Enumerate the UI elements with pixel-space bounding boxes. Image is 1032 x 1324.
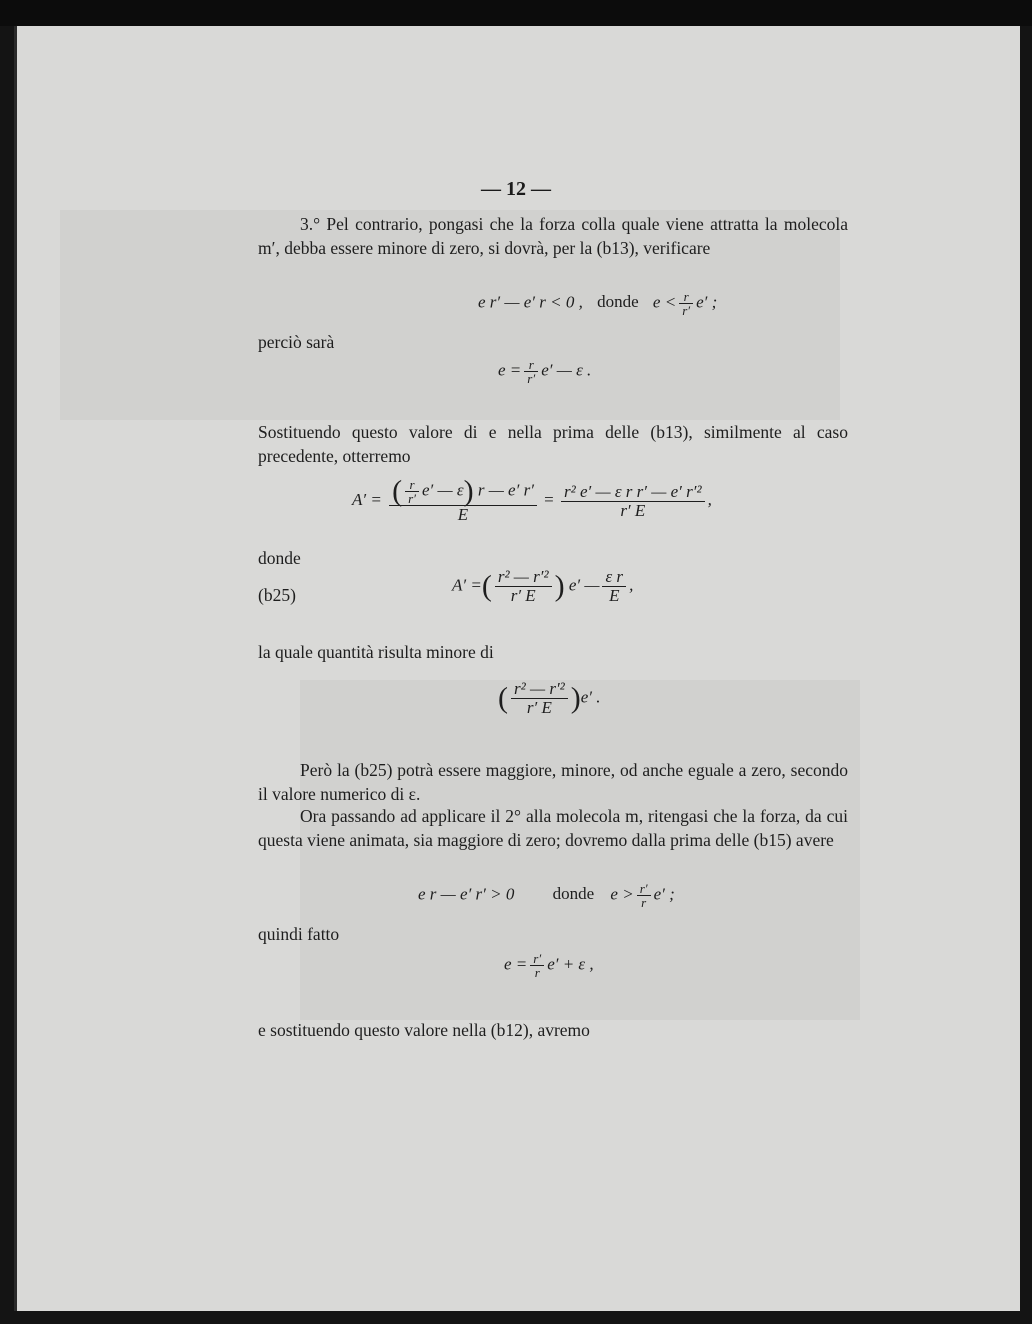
equation-3: A′ = ( $\frac{r}{r'}$ e′ — ε) r — e′ r′ E = $\frac{\text{r² e′ — ε r r′ — e′ r′²}}{r' E}$ , bbox=[352, 474, 712, 524]
donde: donde bbox=[258, 548, 301, 568]
paragraph-1: 3.° Pel contrario, pongasi che la forza colla quale viene attratta la molecola m′, debba essere minore di zero, si dovrà, per la (b13), verificare bbox=[258, 214, 848, 258]
quindi-fatto: quindi fatto bbox=[258, 924, 340, 944]
paragraph-5: Ora passando ad applicare il 2° alla molecola m, ritengasi che la forza, da cui questa viene animata, sia maggiore di zero; dovremo dalla prima delle (b15) avere bbox=[258, 806, 848, 850]
page-number: — 12 — bbox=[481, 178, 551, 200]
equation-1: e r′ — e′ r < 0 , donde e < $\frac{r}{r'}$ e′ ; bbox=[478, 289, 718, 318]
equation-4: A′ =( $\frac{\text{r² — r′²}}{r' E}$ ) e′ — $\frac{\text{ε r}}{E}$ , bbox=[452, 567, 634, 605]
equation-label-b25: (b25) bbox=[258, 585, 296, 605]
equation-5: ( $\frac{\text{r² — r′²}}{r' E}$ )e′ . bbox=[498, 679, 601, 717]
equation-6: e r — e′ r′ > 0 donde e > $\frac{r'}{r}$ e′ ; bbox=[418, 881, 675, 910]
scan-top-border bbox=[0, 0, 1032, 26]
equation-7: e = $\frac{r'}{r}$ e′ + ε , bbox=[504, 951, 594, 980]
percio-sara: perciò sarà bbox=[258, 332, 335, 352]
paragraph-6: e sostituendo questo valore nella (b12), avremo bbox=[258, 1020, 590, 1040]
equation-2: e = $\frac{r}{r'}$ e′ — ε . bbox=[498, 357, 592, 386]
paragraph-4: Però la (b25) potrà essere maggiore, minore, od anche eguale a zero, secondo il valore numerico di ε. bbox=[258, 760, 848, 804]
paragraph-2: Sostituendo questo valore di e nella prima delle (b13), similmente al caso precedente, otterremo bbox=[258, 422, 848, 466]
paragraph-3: la quale quantità risulta minore di bbox=[258, 642, 494, 662]
